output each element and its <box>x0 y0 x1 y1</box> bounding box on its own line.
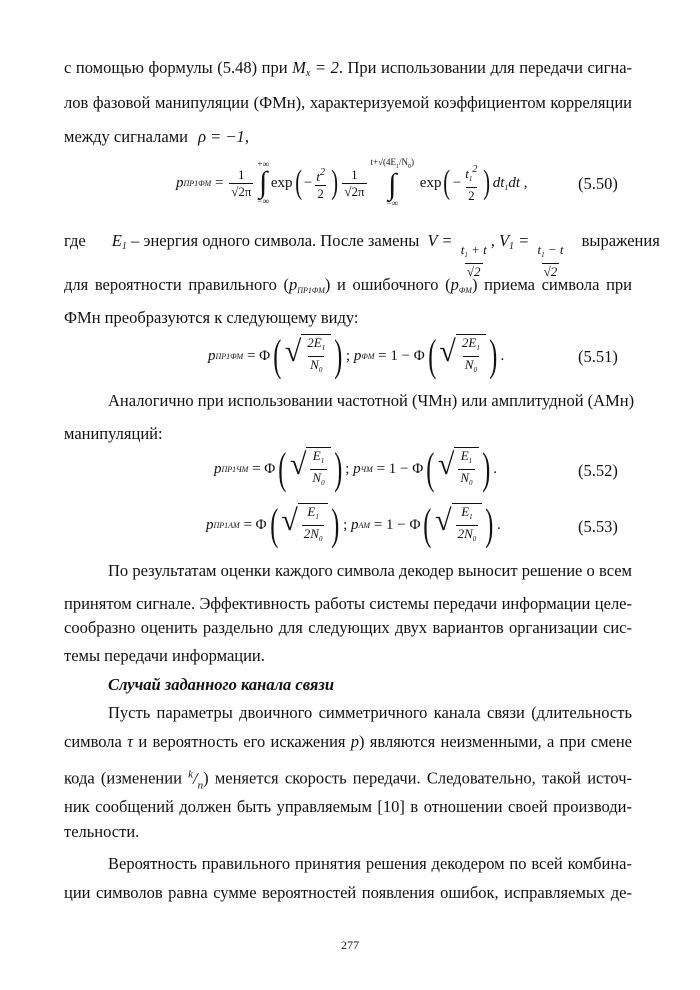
text-line: ФМн преобразуются к следующему виду: <box>64 308 359 327</box>
text-line: Пусть параметры двоичного симметричного канала связи (длительность <box>108 703 632 722</box>
inline-math: ρ = −1 <box>198 127 245 146</box>
text-line: По результатам оценки каждого символа декодер выносит решение о всем <box>108 561 632 580</box>
inline-math: $M_x = 2$ <box>292 58 339 79</box>
page-number: 277 <box>341 938 359 952</box>
section-heading: Случай заданного канала связи <box>108 675 334 694</box>
inline-math: $p_{ПР1ФМ}$ <box>288 275 325 295</box>
text-line: сообразно оценить раздельно для следующих двух вариантов организации сис- <box>64 618 632 637</box>
text-line: для вероятности правильного $(p_{ПР1ФМ})$ и ошибочного $(p_{ФМ})$ приема символа при <box>64 275 633 295</box>
inline-math: $^k/_n$ <box>188 768 204 791</box>
text-line: кода (изменении $^k/_n$) меняется скорость передачи. Следовательно, такой источ- <box>64 768 632 791</box>
equation-5-50: p ПР1ФМ = $\frac{1}{√2\pi}$ +∞ ∫ −∞ exp ( − $\frac{t^2}{2}$ ) $\frac{1}{√2\pi}$ $t+√(4E_1/N_0)$ ∫ −∞ exp ( − $\frac{t_1^2}{2}$ ) $dt_1dt$ , <box>176 156 528 209</box>
inline-math: $p_{ФМ}$ <box>450 275 472 295</box>
equation-5-51: p ПР1ФМ = Φ ( √ $\frac{2E_1}{N_0}$ ) ; p ФМ = 1 − Φ ( √ $\frac{2E_1}{N_0}$ ) . <box>208 331 505 380</box>
equation-number: (5.53) <box>578 517 618 536</box>
text-line: с помощью формулы (5.48) при $M_x = 2$. При использовании для передачи сигна- <box>64 58 633 79</box>
text-line: Вероятность правильного принятия решения декодером по всей комбина- <box>108 854 632 873</box>
equation-number: (5.52) <box>578 461 618 480</box>
equation-5-53: p ПР1АМ = Φ ( √ $\frac{E_1}{2N_0}$ ) ; p АМ = 1 − Φ ( √ $\frac{E_1}{2N_0}$ ) . <box>206 500 501 549</box>
equation-number: (5.51) <box>578 347 618 366</box>
inline-math: $E_1$ <box>111 231 127 252</box>
equation-5-52: p ПР1ЧМ = Φ ( √ $\frac{E_1}{N_0}$ ) ; p ЧМ = 1 − Φ ( √ $\frac{E_1}{N_0}$ ) . <box>214 444 497 493</box>
inline-math: V = $\frac{t_1 + t}{√2}$ , $V_1$ = $\frac{t_1 - t}{√2}$ <box>427 231 564 279</box>
text-line: ник сообщений должен быть управляемым [10] в отношении своей производи- <box>64 797 632 816</box>
text-line: манипуляций: <box>64 424 163 443</box>
equation-number: (5.50) <box>578 174 618 193</box>
text-line: тельности. <box>64 822 140 841</box>
text-line: лов фазовой манипуляции (ФМн), характеризуемой коэффициентом корреляции <box>64 93 632 112</box>
text-line: Аналогично при использовании частотной (ЧМн) или амплитудной (АМн) <box>108 391 635 410</box>
inline-math: τ <box>127 732 134 751</box>
text-line: принятом сигнале. Эффективность работы системы передачи информации целе- <box>64 594 632 613</box>
text-line: ции символов равна сумме вероятностей появления ошибок, исправляемых де- <box>64 883 632 902</box>
text-line: между сигналами ρ = −1, <box>64 127 249 146</box>
text-line: где $E_1$ – энергия одного символа. После замены V = $\frac{t_1 + t}{√2}$ , $V_1$ = $\frac{t_1 - t}{√2}$ выражения <box>64 231 660 279</box>
inline-math: p <box>350 732 360 751</box>
text-line: символа τ и вероятность его искажения p) являются неизменными, а при смене <box>64 732 632 751</box>
text-line: темы передачи информации. <box>64 646 265 665</box>
